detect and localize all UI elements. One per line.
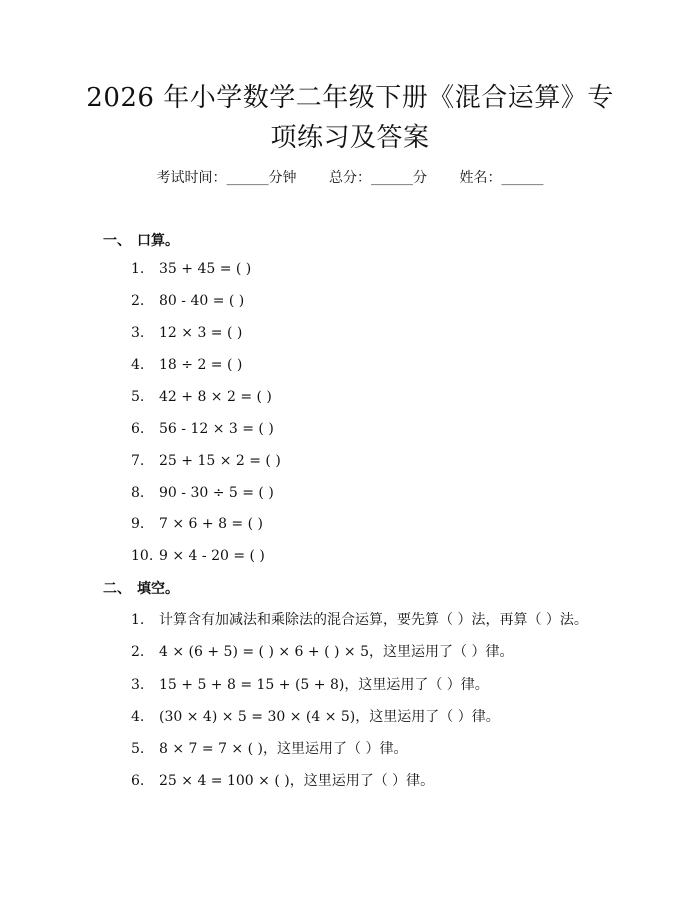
question-item	[131, 546, 265, 566]
question-text: 25 × 4 = 100 × ( )，这里运用了（ ）律。	[159, 773, 435, 789]
question-text: 25 + 15 × 2 = ( )	[159, 453, 281, 469]
question-number: 3.	[131, 325, 145, 341]
question-text: 35 + 45 = ( )	[159, 261, 252, 277]
question-number: 8.	[131, 485, 145, 501]
question-text: 8 × 7 = 7 × ( )，这里运用了（ ）律。	[159, 741, 408, 757]
section-heading-fill-blank	[103, 578, 179, 598]
question-item	[131, 387, 272, 407]
question-item	[131, 483, 274, 503]
question-text: 15 + 5 + 8 = 15 + (5 + 8)，这里运用了（ ）律。	[159, 677, 489, 693]
question-number: 10.	[131, 548, 154, 564]
question-text: 12 × 3 = ( )	[159, 325, 243, 341]
question-item	[131, 451, 281, 471]
question-item	[131, 739, 407, 759]
page-title	[60, 78, 640, 158]
exam-meta	[0, 168, 700, 188]
question-number: 2.	[131, 644, 145, 660]
question-item	[131, 610, 588, 630]
question-item	[131, 642, 513, 662]
question-item	[131, 291, 244, 311]
question-number: 6.	[131, 773, 145, 789]
question-number: 7.	[131, 453, 145, 469]
title-line-2: 项练习及答案	[270, 123, 430, 153]
exam-time-field: 考试时间：______分钟	[156, 170, 297, 186]
question-number: 4.	[131, 709, 145, 725]
question-number: 5.	[131, 741, 145, 757]
title-line-1: 2026 年小学数学二年级下册《混合运算》专	[86, 83, 614, 113]
question-item	[131, 419, 274, 439]
question-item	[131, 675, 489, 695]
section-title: 口算。	[137, 233, 179, 249]
question-number: 2.	[131, 293, 145, 309]
question-text: (30 × 4) × 5 = 30 × (4 × 5)，这里运用了（ ）律。	[159, 709, 500, 725]
question-text: 56 - 12 × 3 = ( )	[159, 421, 274, 437]
question-text: 计算含有加减法和乘除法的混合运算，要先算（ ）法，再算（ ）法。	[159, 612, 588, 628]
total-score-field: 总分：______分	[329, 170, 427, 186]
question-number: 1.	[131, 612, 145, 628]
question-item	[131, 355, 242, 375]
question-item	[131, 771, 434, 791]
question-item	[131, 707, 500, 727]
question-number: 1.	[131, 261, 145, 277]
question-item	[131, 259, 251, 279]
student-name-field: 姓名：______	[459, 170, 544, 186]
question-text: 80 - 40 = ( )	[159, 293, 245, 309]
question-number: 9.	[131, 516, 145, 532]
question-text: 90 - 30 ÷ 5 = ( )	[159, 485, 274, 501]
question-number: 6.	[131, 421, 145, 437]
section-title: 填空。	[137, 581, 179, 597]
question-text: 9 × 4 - 20 = ( )	[159, 548, 265, 564]
question-text: 7 × 6 + 8 = ( )	[159, 516, 263, 532]
question-number: 4.	[131, 357, 145, 373]
question-item	[131, 514, 263, 534]
question-number: 5.	[131, 389, 145, 405]
section-heading-oral	[103, 230, 179, 250]
question-text: 18 ÷ 2 = ( )	[159, 357, 243, 373]
question-item	[131, 323, 242, 343]
question-number: 3.	[131, 677, 145, 693]
section-number: 一、	[103, 233, 131, 249]
section-number: 二、	[103, 581, 131, 597]
question-text: 42 + 8 × 2 = ( )	[159, 389, 272, 405]
question-text: 4 × (6 + 5) = ( ) × 6 + ( ) × 5，这里运用了（ ）律。	[159, 644, 514, 660]
